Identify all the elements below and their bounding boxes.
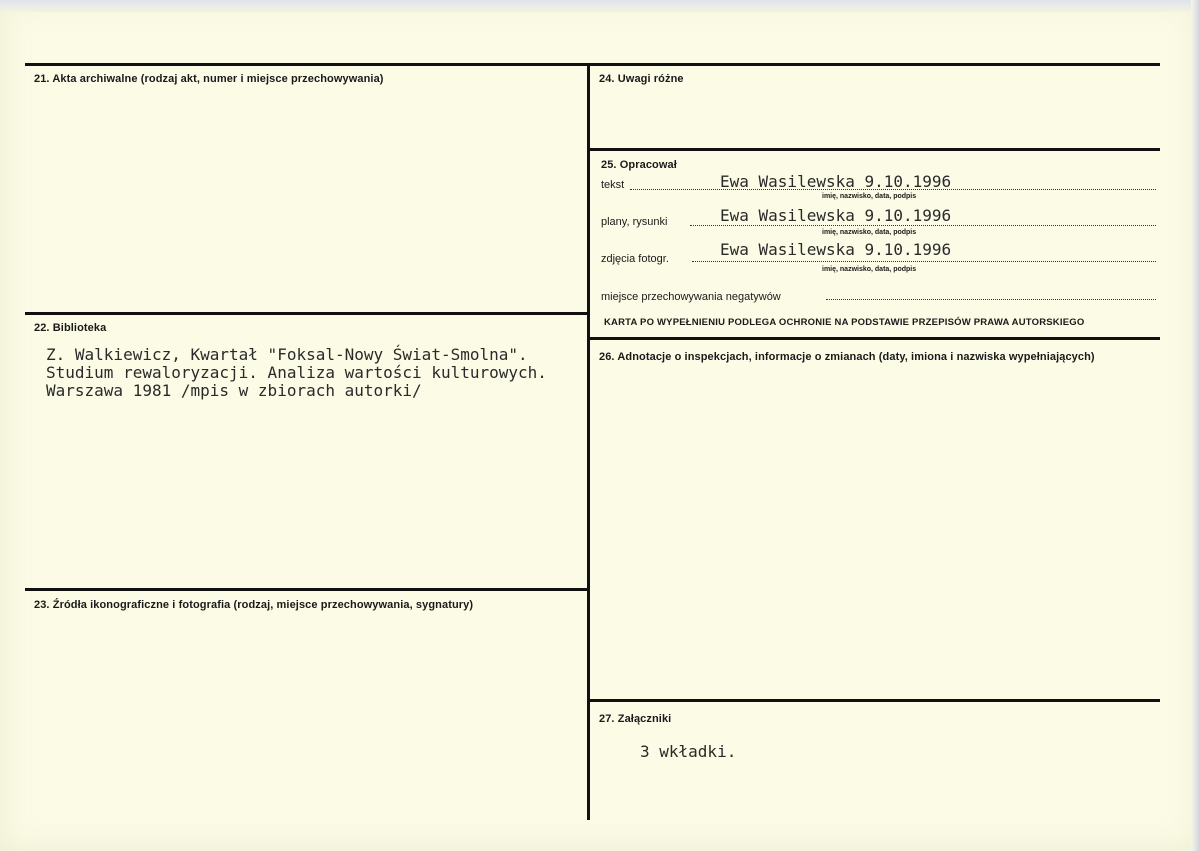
row-zdjecia-hint: imię, nazwisko, data, podpis [822, 266, 917, 273]
divider-26-27 [588, 699, 1160, 702]
section-23-label: 23. Źródła ikonograficzne i fotografia (rodzaj, miejsce przechowywania, sygnatury) [34, 599, 474, 611]
row-zdjecia-label: zdjęcia fotogr. [601, 253, 669, 265]
divider-24-25 [588, 148, 1160, 151]
row-tekst-value: Ewa Wasilewska 9.10.1996 [720, 172, 952, 191]
card-top-edge [0, 0, 1199, 12]
divider-25-26 [588, 337, 1160, 340]
library-entry-line-1: Z. Walkiewicz, Kwartał "Foksal-Nowy Świat-Smolna". [46, 345, 528, 364]
section-22-label: 22. Biblioteka [34, 322, 107, 334]
divider-vertical [587, 63, 590, 820]
section-21-label: 21. Akta archiwalne (rodzaj akt, numer i miejsce przechowywania) [34, 73, 384, 85]
divider-top [25, 63, 1160, 66]
row-plany-value: Ewa Wasilewska 9.10.1996 [720, 206, 952, 225]
attachments-value: 3 wkładki. [640, 742, 737, 761]
row-plany-label: plany, rysunki [601, 216, 668, 228]
card-right-edge [1191, 0, 1199, 851]
section-25-label: 25. Opracował [601, 159, 677, 171]
row-plany-dots [690, 225, 1156, 226]
divider-22-23 [25, 588, 588, 591]
library-entry-line-3: Warszawa 1981 /mpis w zbiorach autorki/ [46, 381, 422, 400]
negatives-dots [826, 299, 1156, 300]
copyright-notice: KARTA PO WYPEŁNIENIU PODLEGA OCHRONIE NA PODSTAWIE PRZEPISÓW PRAWA AUTORSKIEGO [604, 317, 1085, 328]
row-zdjecia-value: Ewa Wasilewska 9.10.1996 [720, 240, 952, 259]
negatives-label: miejsce przechowywania negatywów [601, 291, 781, 303]
section-27-label: 27. Załączniki [599, 713, 672, 725]
divider-21-22 [25, 312, 588, 315]
row-tekst-label: tekst [601, 179, 625, 191]
row-plany-hint: imię, nazwisko, data, podpis [822, 229, 917, 236]
library-entry-line-2: Studium rewaloryzacji. Analiza wartości kulturowych. [46, 363, 547, 382]
row-zdjecia-dots [692, 261, 1156, 262]
section-26-label: 26. Adnotacje o inspekcjach, informacje o zmianach (daty, imiona i nazwiska wypełniających) [599, 351, 1095, 363]
section-24-label: 24. Uwagi różne [599, 73, 684, 85]
row-tekst-hint: imię, nazwisko, data, podpis [822, 193, 917, 200]
